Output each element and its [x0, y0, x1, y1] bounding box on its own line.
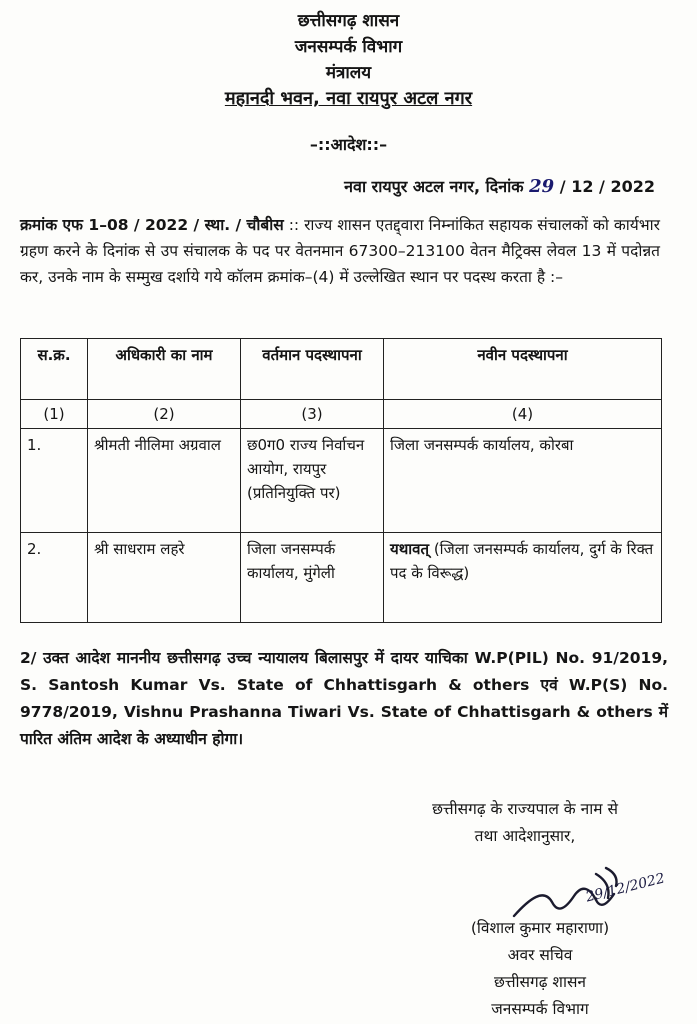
signatory-govt: छत्तीसगढ़ शासन: [493, 973, 587, 991]
office-address: महानदी भवन, नवा रायपुर अटल नगर: [224, 88, 473, 109]
row-sno: 2.: [21, 533, 88, 623]
signatory-details: [420, 915, 660, 1023]
signatory-department: जनसम्पर्क विभाग: [491, 1000, 589, 1018]
row-officer-name: श्री साधराम लहरे: [88, 533, 241, 623]
table-row: [21, 429, 662, 533]
signoff-line-2: तथा आदेशानुसार,: [474, 827, 576, 845]
row-current-posting: जिला जनसम्पर्क कार्यालय, मुंगेली: [241, 533, 384, 623]
row-current-posting: छ0ग0 राज्य निर्वाचन आयोग, रायपुर (प्रतिनियुक्ति पर): [241, 429, 384, 533]
row-new-posting: [384, 429, 662, 533]
signoff-line-1: छत्तीसगढ़ के राज्यपाल के नाम से: [432, 800, 618, 818]
col-number: (4): [384, 400, 662, 429]
col-number: (1): [21, 400, 88, 429]
header-current-posting: वर्तमान पदस्थापना: [241, 339, 384, 400]
order-title: –::आदेश::–: [309, 135, 388, 154]
govt-name: छत्तीसगढ़ शासन: [297, 11, 400, 31]
date-day-handwritten: 29: [529, 176, 555, 197]
date-suffix: / 12 / 2022: [559, 177, 655, 196]
signatory-designation: अवर सचिव: [507, 946, 573, 964]
row-officer-name: श्रीमती नीलिमा अग्रवाल: [88, 429, 241, 533]
department-name: जनसम्पर्क विभाग: [294, 37, 403, 57]
letterhead: [0, 8, 697, 112]
col-number: (3): [241, 400, 384, 429]
order-text: :: राज्य शासन एतद्द्वारा निम्नांकित सहायक संचालकों को कार्यभार ग्रहण करने के दिनांक से उप संचालक के पद पर वेतनमान 67300–213100 वेतन मैट्रिक्स लेवल 13 में पदोन्नत कर, उनके नाम के सम्मुख दर्शाये गये कॉलम क्रमांक–(4) में उल्लेखित स्थान पर पदस्थ करता है :–: [20, 216, 660, 286]
posting-table: [20, 338, 662, 623]
signoff-authority: [370, 796, 680, 850]
date-prefix: नवा रायपुर अटल नगर, दिनांक: [344, 177, 524, 196]
table-header-row: [21, 339, 662, 400]
order-reference: क्रमांक एफ 1–08 / 2022 / स्था. / चौबीस: [20, 216, 284, 234]
row-new-posting-text: जिला जनसम्पर्क कार्यालय, कोरबा: [390, 436, 574, 454]
col-number: (2): [88, 400, 241, 429]
order-paragraph-1: [20, 212, 660, 290]
row-new-posting-bold: यथावत्: [390, 540, 430, 558]
row-sno: 1.: [21, 429, 88, 533]
row-new-posting: [384, 533, 662, 623]
table-row: [21, 533, 662, 623]
header-new-posting: नवीन पदस्थापना: [384, 339, 662, 400]
ministry-name: मंत्रालय: [325, 63, 372, 83]
row-new-posting-text: (जिला जनसम्पर्क कार्यालय, दुर्ग के रिक्त पद के विरूद्ध): [390, 540, 654, 582]
order-paragraph-2: 2/ उक्त आदेश माननीय छत्तीसगढ़ उच्च न्यायालय बिलासपुर में दायर याचिका W.P(PIL) No. 91/2019, S. Santosh Kumar Vs. State of Chhattisgarh & others एवं W.P(S) No. 9778/2019, Vishnu Prashanna Tiwari Vs. State of Chhattisgarh & others में पारित अंतिम आदेश के अध्याधीन होगा।: [20, 649, 668, 748]
date-line: [344, 175, 655, 197]
header-officer-name: अधिकारी का नाम: [88, 339, 241, 400]
signature-date-handwritten: 29/12/2022: [584, 870, 667, 906]
column-number-row: [21, 400, 662, 429]
signatory-name: (विशाल कुमार महाराणा): [470, 919, 610, 937]
header-sno: स.क्र.: [21, 339, 88, 400]
